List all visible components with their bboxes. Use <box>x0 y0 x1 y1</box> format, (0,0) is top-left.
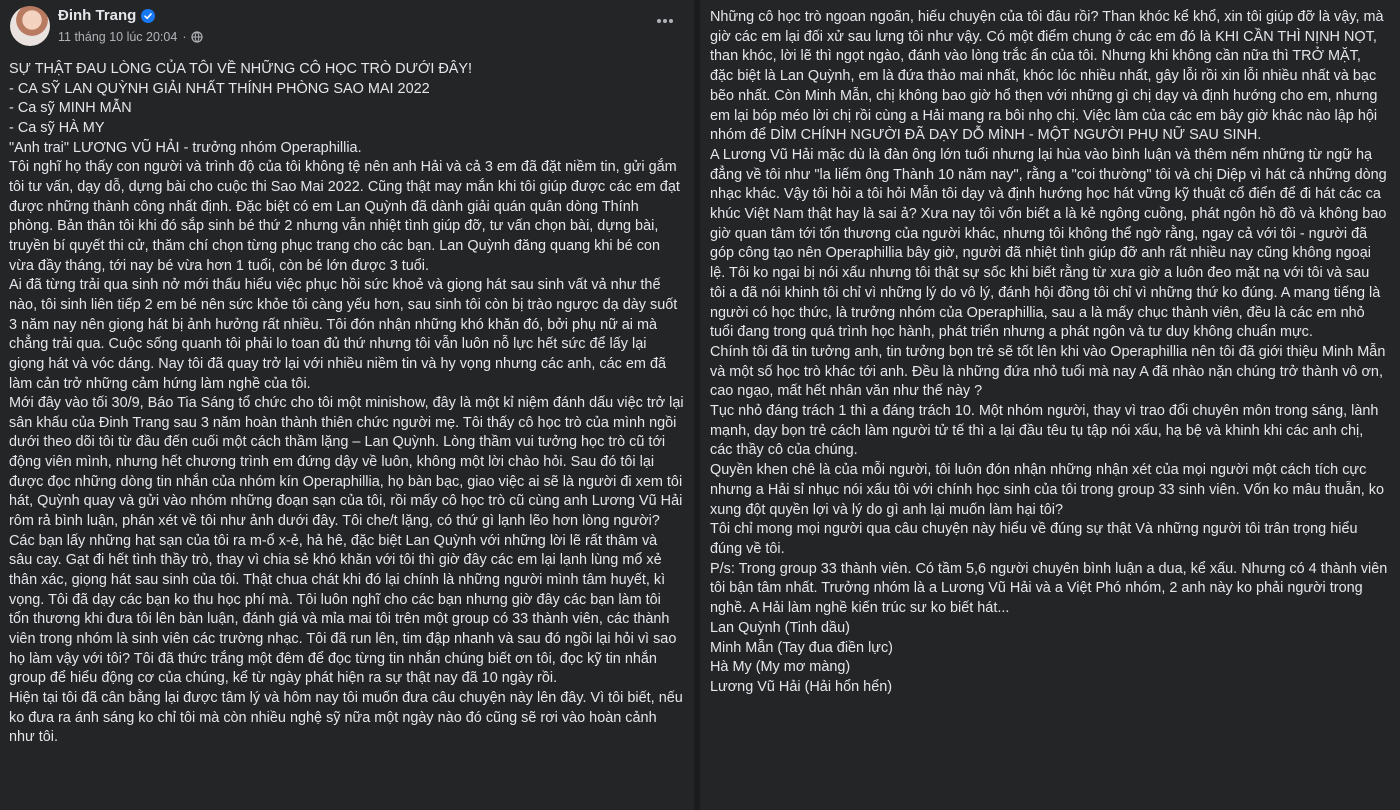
post-header <box>0 0 694 56</box>
post-paragraph: - Ca sỹ MINH MẪN <box>9 100 132 117</box>
verified-badge-icon <box>141 9 155 23</box>
globe-icon <box>191 31 203 43</box>
post-paragraph: Chính tôi đã tin tưởng anh, tin tưởng bọn trẻ sẽ tốt lên khi vào Operaphillia nên tôi đã giới thiệu Minh Mẫn và một số học trò khác tới anh. Đều là những đứa nhỏ tuổi mà nay A đã nhào nặn chúng trở thành vô ơn, cao ngạo, mất hết nhân văn như thế này ? <box>710 343 1386 400</box>
meta-separator: · <box>182 30 187 44</box>
author-row <box>58 7 155 24</box>
avatar[interactable] <box>10 6 50 46</box>
nickname-line: Minh Mẫn (Tay đua điền lực) <box>710 639 893 656</box>
post-paragraph: Tôi nghĩ họ thấy con người và trình độ của tôi không tệ nên anh Hải và cả 3 em đã đặt niềm tin, gửi gắm tôi tư vấn, dạy dỗ, dựng bài cho cuộc thi Sao Mai 2022. Cũng thật may mắn khi tôi giúp được các em đạt được những thành công nhất định. Đặc biệt có em Lan Quỳnh đã dành giải quán quân dòng Thính phòng. Bản thân tôi khi đó sắp sinh bé thứ 2 nhưng vẫn nhiệt tình giúp đỡ, tư vấn chọn bài, dựng bài, truyền bí quyết thi cử, thăm chí chọn từng phục trang cho các bạn. Lan Quỳnh đăng quang khi bé con vừa đầy tháng, tới nay bé vừa hơn 1 tuổi, còn bé lớn được 3 tuổi. <box>9 159 680 274</box>
post-paragraph: Mới đây vào tối 30/9, Báo Tia Sáng tổ chức cho tôi một minishow, đây là một kỉ niệm đánh dấu việc trở lại sân khấu của Đinh Trang sau 3 năm hoàn thành thiên chức người mẹ. Tôi thấy cô học trò của mình ngồi dưới theo dõi tôi từ đầu đến cuối một cách thầm lặng – Lan Quỳnh. Lòng thầm vui tưởng học trò cũ tới động viên mình, nhưng hết chương trình em đứng dậy về luôn, không một lời chào hỏi. Sau đó tôi lại được đọc những dòng tin nhắn của nhóm kín Operaphillia, họ bàn bạc, giao việc ai sẽ là người đi xem tôi hát, Quỳnh quay và gửi vào nhóm những đoạn sạn của tôi, rồi mấy cô học trò cũ cùng anh Lương Vũ Hải rôm rả bình luận, phán xét về tôi như ảnh dưới đây. Tôi che/t lặng, có thứ gì lạnh lẽo hơn lòng người? Các bạn lấy những hạt sạn của tôi ra m-ổ x-ẻ, hả hê, đặc biệt Lan Quỳnh với những lời lẽ rất thâm và sâu cay. Gạt đi hết tình thầy trò, thay vì chia sẻ khó khăn với tôi thì giờ đây các em lại lạnh lùng mổ xẻ thân xác, giọng hát sau sinh của tôi. Thật chua chát khi đó lại chính là những người mình tâm huyết, kì vọng. Tôi đã dạy các bạn ko thu học phí mà. Tôi luôn nghĩ cho các bạn nhưng giờ đây các bạn làm tôi tổn thương khi đưa tôi lên bàn luận, đánh giá và mỉa mai tôi trên một group có 33 thành viên, các thành viên trong nhóm là sinh viên các trường nhạc. Tôi đã run lên, tim đập nhanh và sau đó ngồi lại hỏi vì sao họ làm vậy với tôi? Tôi đã thức trắng một đêm để đọc từng tin nhắn chúng biết ơn tôi, đọc kỹ tin nhắn group để hiểu động cơ của chúng, kể từ ngày phát hiện ra sự thật nay đã 10 ngày rồi. <box>9 395 684 687</box>
post-timestamp[interactable]: 11 tháng 10 lúc 20:04 <box>58 30 178 44</box>
author-name[interactable]: Đinh Trang <box>58 7 137 24</box>
post-body-right <box>710 8 1388 698</box>
more-options-icon[interactable] <box>650 10 680 32</box>
post-paragraph: SỰ THẬT ĐAU LÒNG CỦA TÔI VỀ NHỮNG CÔ HỌC TRÒ DƯỚI ĐÂY! <box>9 61 473 77</box>
post-meta <box>58 30 203 44</box>
post-paragraph: Quyền khen chê là của mỗi người, tôi luôn đón nhận những nhận xét của mọi người một cách tích cực nhưng a Hải sỉ nhục nói xấu tôi với chính học sinh của tôi trong group 33 sinh viên. Vốn ko mâu thuẫn, ko xung đột quyền lợi và lý do gì anh lại muốn làm hại tôi? <box>710 462 1385 518</box>
post-paragraph: Những cô học trò ngoan ngoãn, hiếu chuyện của tôi đâu rồi? Than khóc kể khổ, xin tôi giúp đỡ là vậy, mà giờ các em lại đối xử sau lưng tôi như vậy. Có một điểm chung ở các em đó là KHI CẦN THÌ NỊNH NỌT, than khóc, lời lẽ thì ngọt ngào, đánh vào lòng trắc ẩn của tôi. Nhưng khi không cần nữa thì TRỞ MẶT, đặc biệt là Lan Quỳnh, em là đứa thảo mai nhất, khóc lóc nhiều nhất, gây lỗi rồi xin lỗi nhiều nhất và bạc bẽo nhất. Còn Minh Mẫn, chị không bao giờ hổ thẹn với những gì chị dạy và định hướng cho em, nhưng em lại bóp méo lời chị rồi cùng a Hải mang ra bôi nhọ chị. Việc làm của các em bây giờ khác nào lập hội nhóm để DÌM CHÍNH NGƯỜI ĐÃ DẠY DỖ MÌNH - MỘT NGƯỜI PHỤ NỮ SAU SINH. <box>710 9 1384 144</box>
nickname-line: Lương Vũ Hải (Hải hổn hển) <box>710 678 893 695</box>
post-paragraph: Tục nhỏ đáng trách 1 thì a đáng trách 10. Một nhóm người, thay vì trao đổi chuyên môn trong sáng, lành mạnh, dạy bọn trẻ cách làm người tử tế thì a lại đầu têu tụ tập nói xấu, hạ bệ và khinh khi các anh chị, các thầy cô của chúng. <box>710 403 1379 459</box>
post-paragraph: P/s: Trong group 33 thành viên. Có tầm 5,6 người chuyên bình luận a dua, kể xấu. Nhưng có 4 thành viên tôi bận tâm nhất. Trưởng nhóm là a Lương Vũ Hải và a Việt Phó nhóm, 2 anh này ko phải người trong nghề. A Hải làm nghề kiến trúc sư ko biết hát... <box>710 560 1388 617</box>
nickname-line: Hà My (My mơ màng) <box>710 659 851 676</box>
post-paragraph: - Ca sỹ HÀ MY <box>9 119 105 136</box>
post-body-left <box>0 56 694 748</box>
post-paragraph: A Lương Vũ Hải mặc dù là đàn ông lớn tuổi nhưng lại hùa vào bình luận và thêm nếm những từ ngữ hạ đẳng về tôi như "la liếm ông Thành 10 năm nay", rằng a "coi thường" tôi và chị Diệp vì hát cả những dòng nhạc khác. Vậy tôi hỏi a tôi hỏi Mẫn tôi dạy và định hướng học hát vững kỹ thuật cổ điển để đi hát các ca khúc Việt Nam thật hay là sai ả? Xưa nay tôi vốn biết a là kẻ ngông cuồng, phát ngôn hồ đồ và không bao giờ quan tâm tới tổn thương của người khác, nhưng tôi không thể ngờ rằng, ngay cả với tôi - người đã góp công tạo nên Operaphillia bây giờ, người đã nhiệt tình giúp đỡ anh rất nhiều nay cũng không ngoại lệ. Tôi ko ngại bị nói xấu nhưng tôi thật sự sốc khi biết rằng từ xưa giờ a luôn đeo mặt nạ với tôi và sau tôi a đã nói khinh tôi chỉ vì những lý do vô lý, đánh hội đồng tôi chỉ vì những thứ ko đúng. A mang tiếng là người có học thức, là trưởng nhóm của Operaphillia, sau a là mấy chục thành viên, đều là các em nhỏ tuổi đang trong quá trình học hành, phát triển nhưng a phát ngôn và tư duy không chuẩn mực. <box>710 146 1387 341</box>
post-paragraph: "Anh trai" LƯƠNG VŨ HẢI - trưởng nhóm Operaphillia. <box>9 139 362 156</box>
post-right-panel <box>700 0 1400 810</box>
post-paragraph: Hiện tại tôi đã cân bằng lại được tâm lý và hôm nay tôi muốn đưa câu chuyện này lên đây. Vì tôi biết, nếu ko đưa ra ánh sáng ko chỉ tôi mà còn nhiều nghệ sỹ nữa một ngày nào đó cũng sẽ rơi vào hoàn cảnh như tôi. <box>9 690 683 746</box>
post-paragraph: - CA SỸ LAN QUỲNH GIẢI NHẤT THÍNH PHÒNG SAO MAI 2022 <box>9 80 430 97</box>
post-paragraph: Ai đã từng trải qua sinh nở mới thấu hiểu việc phục hồi sức khoẻ và giọng hát sau sinh vất vả như thế nào, tôi sinh liên tiếp 2 em bé nên sức khỏe tôi càng yếu hơn, sau sinh tôi còn bị trào ngược dạ dày suốt 3 năm nay nên giọng hát bị ảnh hưởng rất nhiều. Tôi đón nhận những khó khăn đó, bởi phụ nữ ai mà chẳng trải qua. Cuộc sống quanh tôi phải lo toan đủ thứ nhưng tôi vẫn luôn nỗ lực hết sức để lấy lại giọng hát và vóc dáng. Nay tôi đã quay trở lại với nhiều niềm tin và hy vọng nhưng các anh, các em đã làm cản trở những cảm hứng làm nghề của tôi. <box>9 277 678 392</box>
post-left-panel <box>0 0 694 810</box>
nickname-line: Lan Quỳnh (Tinh dầu) <box>710 619 850 636</box>
post-paragraph: Tôi chỉ mong mọi người qua câu chuyện này hiểu về đúng sự thật Và những người tôi trân trọng hiểu đúng về tôi. <box>710 521 1358 557</box>
